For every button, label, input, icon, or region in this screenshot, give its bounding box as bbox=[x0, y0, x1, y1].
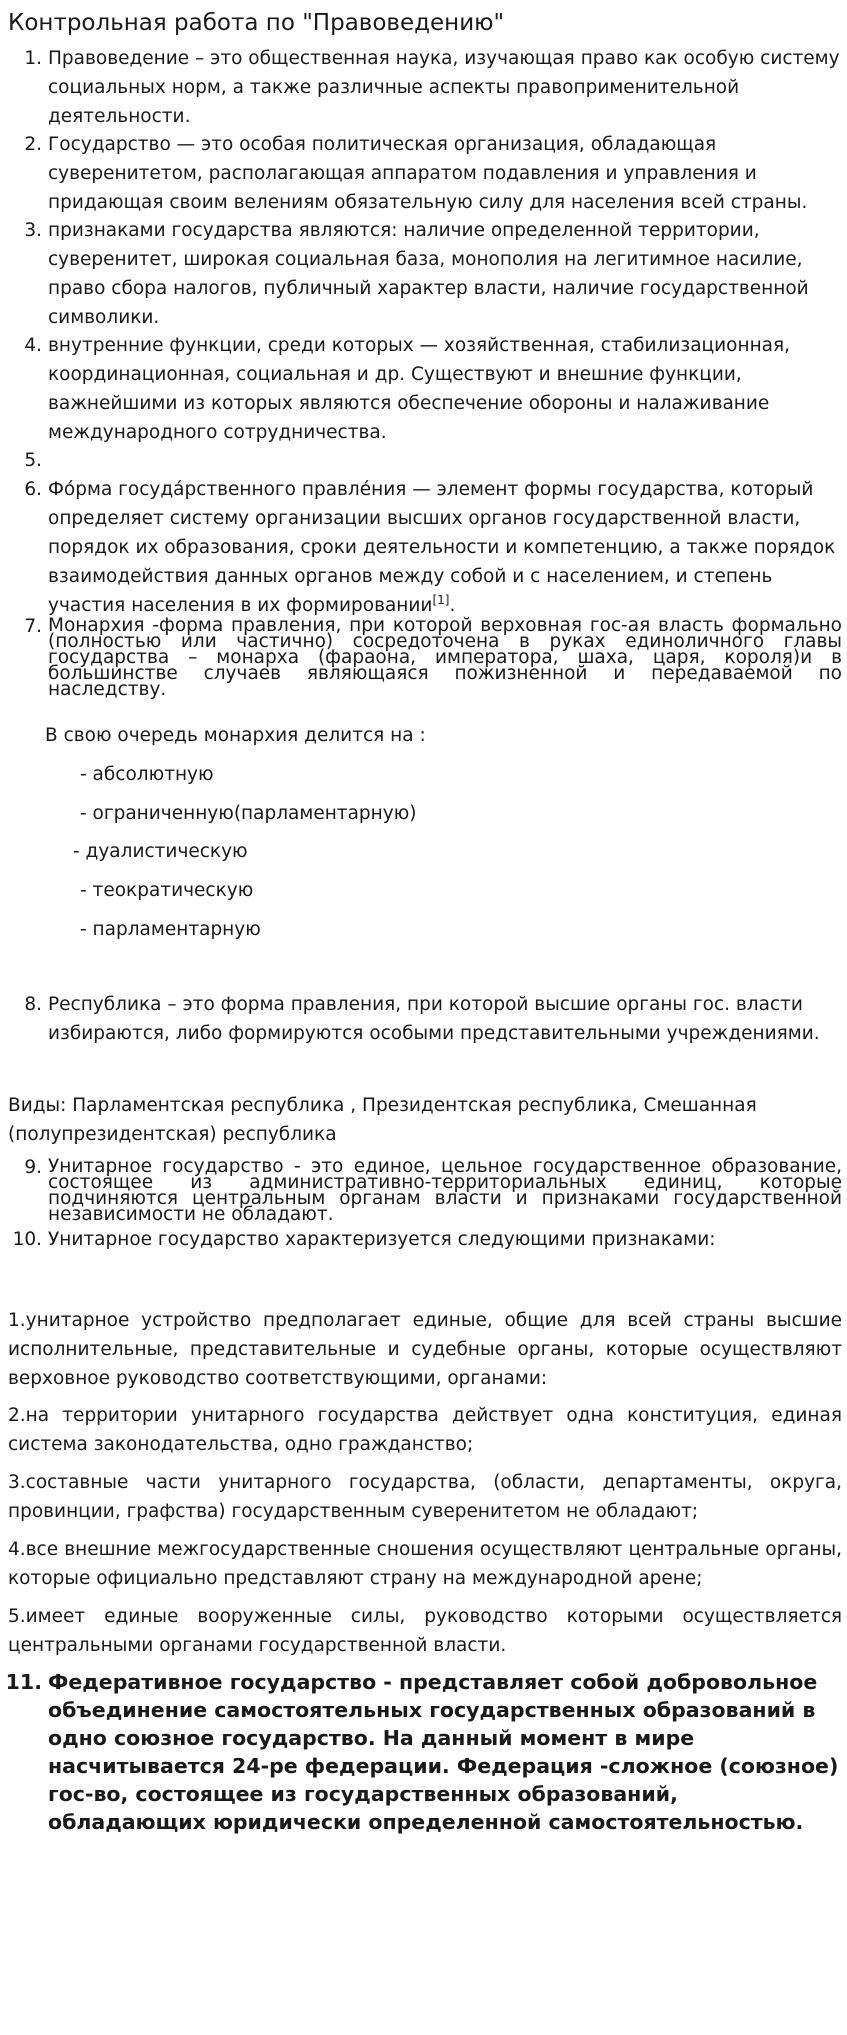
list-item-9 bbox=[0, 1156, 842, 1225]
item-text: Республика – это форма правления, при которой высшие органы гос. власти избираются, либо формируются особыми представительными учреждениями. bbox=[48, 994, 820, 1044]
republic-types: Виды: Парламентская республика , Президентская республика, Смешанная (полупрезидентская) республика bbox=[8, 1095, 757, 1145]
list-item-4 bbox=[0, 331, 842, 447]
item-number: 1. bbox=[24, 48, 42, 69]
item-number: 2. bbox=[24, 134, 42, 155]
item-number: 11. bbox=[5, 1670, 42, 1694]
list-item-7 bbox=[0, 615, 842, 700]
monarchy-type-parliamentary: - парламентарную bbox=[80, 919, 261, 940]
item-number: 4. bbox=[24, 335, 42, 356]
item-text: Унитарное государство - это единое, цельное государственное образование, состоящее из административно-территориальных единиц, которые подчиняются центральным органам власти и признаками государственной независимости не обладают. bbox=[48, 1156, 842, 1225]
monarchy-type-dualistic: - дуалистическую bbox=[73, 841, 248, 862]
item-number: 3. bbox=[24, 220, 42, 241]
item-number: 9. bbox=[24, 1157, 42, 1178]
item-number: 7. bbox=[24, 616, 42, 637]
item-text: признаками государства являются: наличие определенной территории, суверенитет, широкая социальная база, монополия на легитимное насилие, право сбора налогов, публичный характер власти, наличие государственной символики. bbox=[48, 220, 809, 328]
item-number: 8. bbox=[24, 994, 42, 1015]
item-text-main: Фо́рма госуда́рственного правле́ния — элемент формы государства, который определяет систему организации высших органов государственной власти, порядок их образования, сроки деятельности и компетенцию, а также порядок взаимодействия данных органов между собой и с населением, и степень участия населения в их формировании bbox=[48, 479, 836, 616]
monarchy-type-limited: - ограниченную(парламентарную) bbox=[80, 803, 417, 824]
list-item-8 bbox=[0, 990, 842, 1048]
item-text: внутренние функции, среди которых — хозяйственная, стабилизационная, координационная, социальная и др. Существуют и внешние функции, важнейшими из которых являются обеспечение обороны и налаживание международного сотрудничества. bbox=[48, 335, 791, 443]
item-text: Государство — это особая политическая организация, обладающая суверенитетом, располагающая аппаратом подавления и управления и придающая своим велениям обязательную силу для населения всей страны. bbox=[48, 134, 808, 213]
unitary-feature-3: 3.составные части унитарного государства, (области, департаменты, округа, провинции, графства) государственным суверенитетом не обладают; bbox=[8, 1472, 842, 1522]
monarchy-type-absolute: - абсолютную bbox=[80, 764, 214, 785]
item-text: Федеративное государство - представляет собой добровольное объединение самостоятельных государственных образований в одно союзное государство. На данный момент в мире насчитывается 24-ре федерации. Федерация -сложное (союзное) гос-во, состоящее из государственных образований, обладающих юридически определенной самостоятельностью. bbox=[48, 1670, 839, 1834]
monarchy-intro: В свою очередь монархия делится на : bbox=[45, 725, 426, 746]
item-number: 10. bbox=[12, 1229, 42, 1250]
list-item-1 bbox=[0, 44, 842, 131]
list-item-3 bbox=[0, 216, 842, 332]
list-item-2 bbox=[0, 130, 842, 217]
footnote-ref[interactable]: [1] bbox=[432, 592, 450, 607]
list-item-11 bbox=[0, 1668, 842, 1836]
item-number: 5. bbox=[24, 450, 42, 471]
item-text-tail: . bbox=[449, 595, 456, 616]
document-title: Контрольная работа по "Правоведению" bbox=[8, 10, 505, 36]
item-text: Унитарное государство характеризуется следующими признаками: bbox=[48, 1229, 716, 1250]
list-item-6 bbox=[0, 475, 842, 620]
unitary-feature-5: 5.имеет единые вооруженные силы, руководство которыми осуществляется центральными органами государственной власти. bbox=[8, 1606, 842, 1656]
unitary-feature-1: 1.унитарное устройство предполагает единые, общие для всей страны высшие исполнительные, представительные и судебные органы, которые осуществляют верховное руководство соответствующими, органами: bbox=[8, 1310, 842, 1389]
unitary-feature-2: 2.на территории унитарного государства действует одна конституция, единая система законодательства, одно гражданство; bbox=[8, 1405, 842, 1455]
item-text: Правоведение – это общественная наука, изучающая право как особую систему социальных норм, а также различные аспекты правоприменительной деятельности. bbox=[48, 48, 840, 127]
list-item-10 bbox=[0, 1225, 842, 1254]
unitary-feature-4: 4.все внешние межгосударственные сношения осуществляют центральные органы, которые официально представляют страну на международной арене; bbox=[8, 1539, 842, 1589]
monarchy-type-theocratic: - теократическую bbox=[80, 880, 254, 901]
item-text bbox=[48, 475, 842, 620]
item-number: 6. bbox=[24, 479, 42, 500]
item-text: Монархия -форма правления, при которой верховная гос-ая власть формально (полностью или частично) сосредоточена в руках единоличного главы государства – монарха (фараона, императора, шаха, царя, короля)и в большинстве случаев являющаяся пожизненной и передаваемой по наследству. bbox=[48, 615, 842, 700]
